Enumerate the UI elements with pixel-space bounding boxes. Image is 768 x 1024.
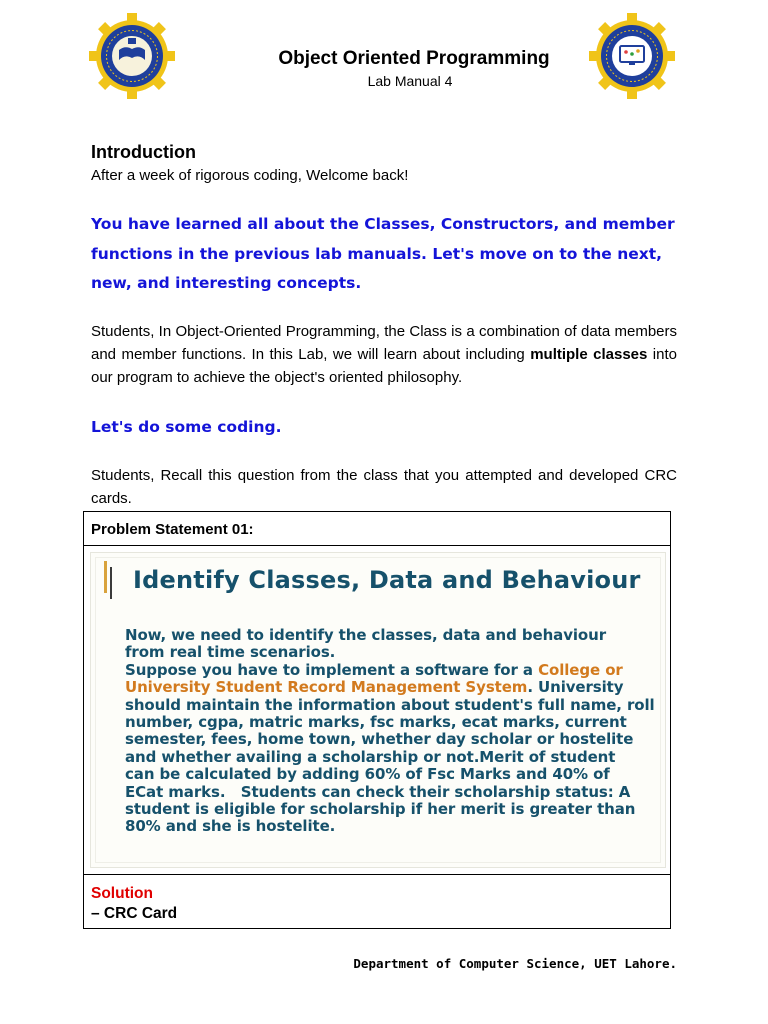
slide-line: semester, fees, home town, whether day scholar or hostelite (125, 730, 634, 749)
intro-text: After a week of rigorous coding, Welcome back! (91, 167, 409, 184)
body-text: into our program to achieve the object's oriented philosophy. (91, 346, 677, 386)
slide-line: 80% and she is hostelite. (125, 817, 336, 836)
body-text: Students, In Object-Oriented Programming, the Class is a combination of data members and member functions. In this Lab, we will learn about including (91, 323, 677, 363)
slide-line: student is eligible for scholarship if her merit is greater than (125, 800, 636, 819)
slide-line: Now, we need to identify the classes, data and behaviour (125, 626, 607, 644)
solution-row (84, 874, 670, 930)
slide-line: can be calculated by adding 60% of Fsc Marks and 40% of (125, 765, 610, 784)
body-bold-text: multiple classes (530, 346, 648, 363)
slide-line: number, cgpa, matric marks, fsc marks, ecat marks, current (125, 713, 627, 732)
slide-title: Identify Classes, Data and Behaviour (133, 566, 641, 594)
slide-highlight-text: College or (538, 660, 623, 679)
slide-text: Suppose you have to implement a software for a (125, 660, 539, 679)
slide-accent-bar (104, 561, 107, 593)
blue-highlight-paragraph (91, 210, 681, 299)
slide-text: . University (527, 678, 624, 697)
slide-line: and whether availing a scholarship or not.Merit of student (125, 747, 616, 766)
slide-line: from real time scenarios. (125, 643, 336, 662)
recall-paragraph: Students, Recall this question from the class that you attempted and developed CRC cards. (91, 467, 677, 507)
coding-prompt: Let's do some coding. (91, 418, 282, 436)
slide-line (125, 679, 665, 696)
blue-line: new, and interesting concepts. (91, 274, 362, 292)
problem-header-row (84, 512, 670, 546)
blue-line: functions in the previous lab manuals. Let's move on to the next, (91, 244, 663, 263)
solution-label: Solution (91, 885, 153, 902)
slide-line: ECat marks. Students can check their scholarship status: A (125, 782, 631, 801)
problem-slide (90, 552, 666, 868)
blue-line: You have learned all about the Classes, Constructors, and member (91, 215, 675, 233)
intro-heading: Introduction (91, 142, 196, 162)
page-footer: Department of Computer Science, UET Lahore. (353, 956, 677, 971)
document-title: Object Oriented Programming (278, 48, 550, 69)
problem-label: Problem Statement 01: (91, 521, 254, 538)
crc-card-label: – CRC Card (91, 905, 178, 922)
body-paragraph (91, 320, 677, 389)
document-subtitle: Lab Manual 4 (367, 73, 453, 89)
slide-accent-bar (110, 567, 112, 599)
problem-statement-box (83, 511, 671, 929)
slide-line (125, 662, 665, 679)
slide-highlight-text: University Student Record Management System (125, 678, 528, 697)
slide-body (125, 627, 665, 836)
slide-line: should maintain the information about student's full name, roll (125, 695, 655, 714)
